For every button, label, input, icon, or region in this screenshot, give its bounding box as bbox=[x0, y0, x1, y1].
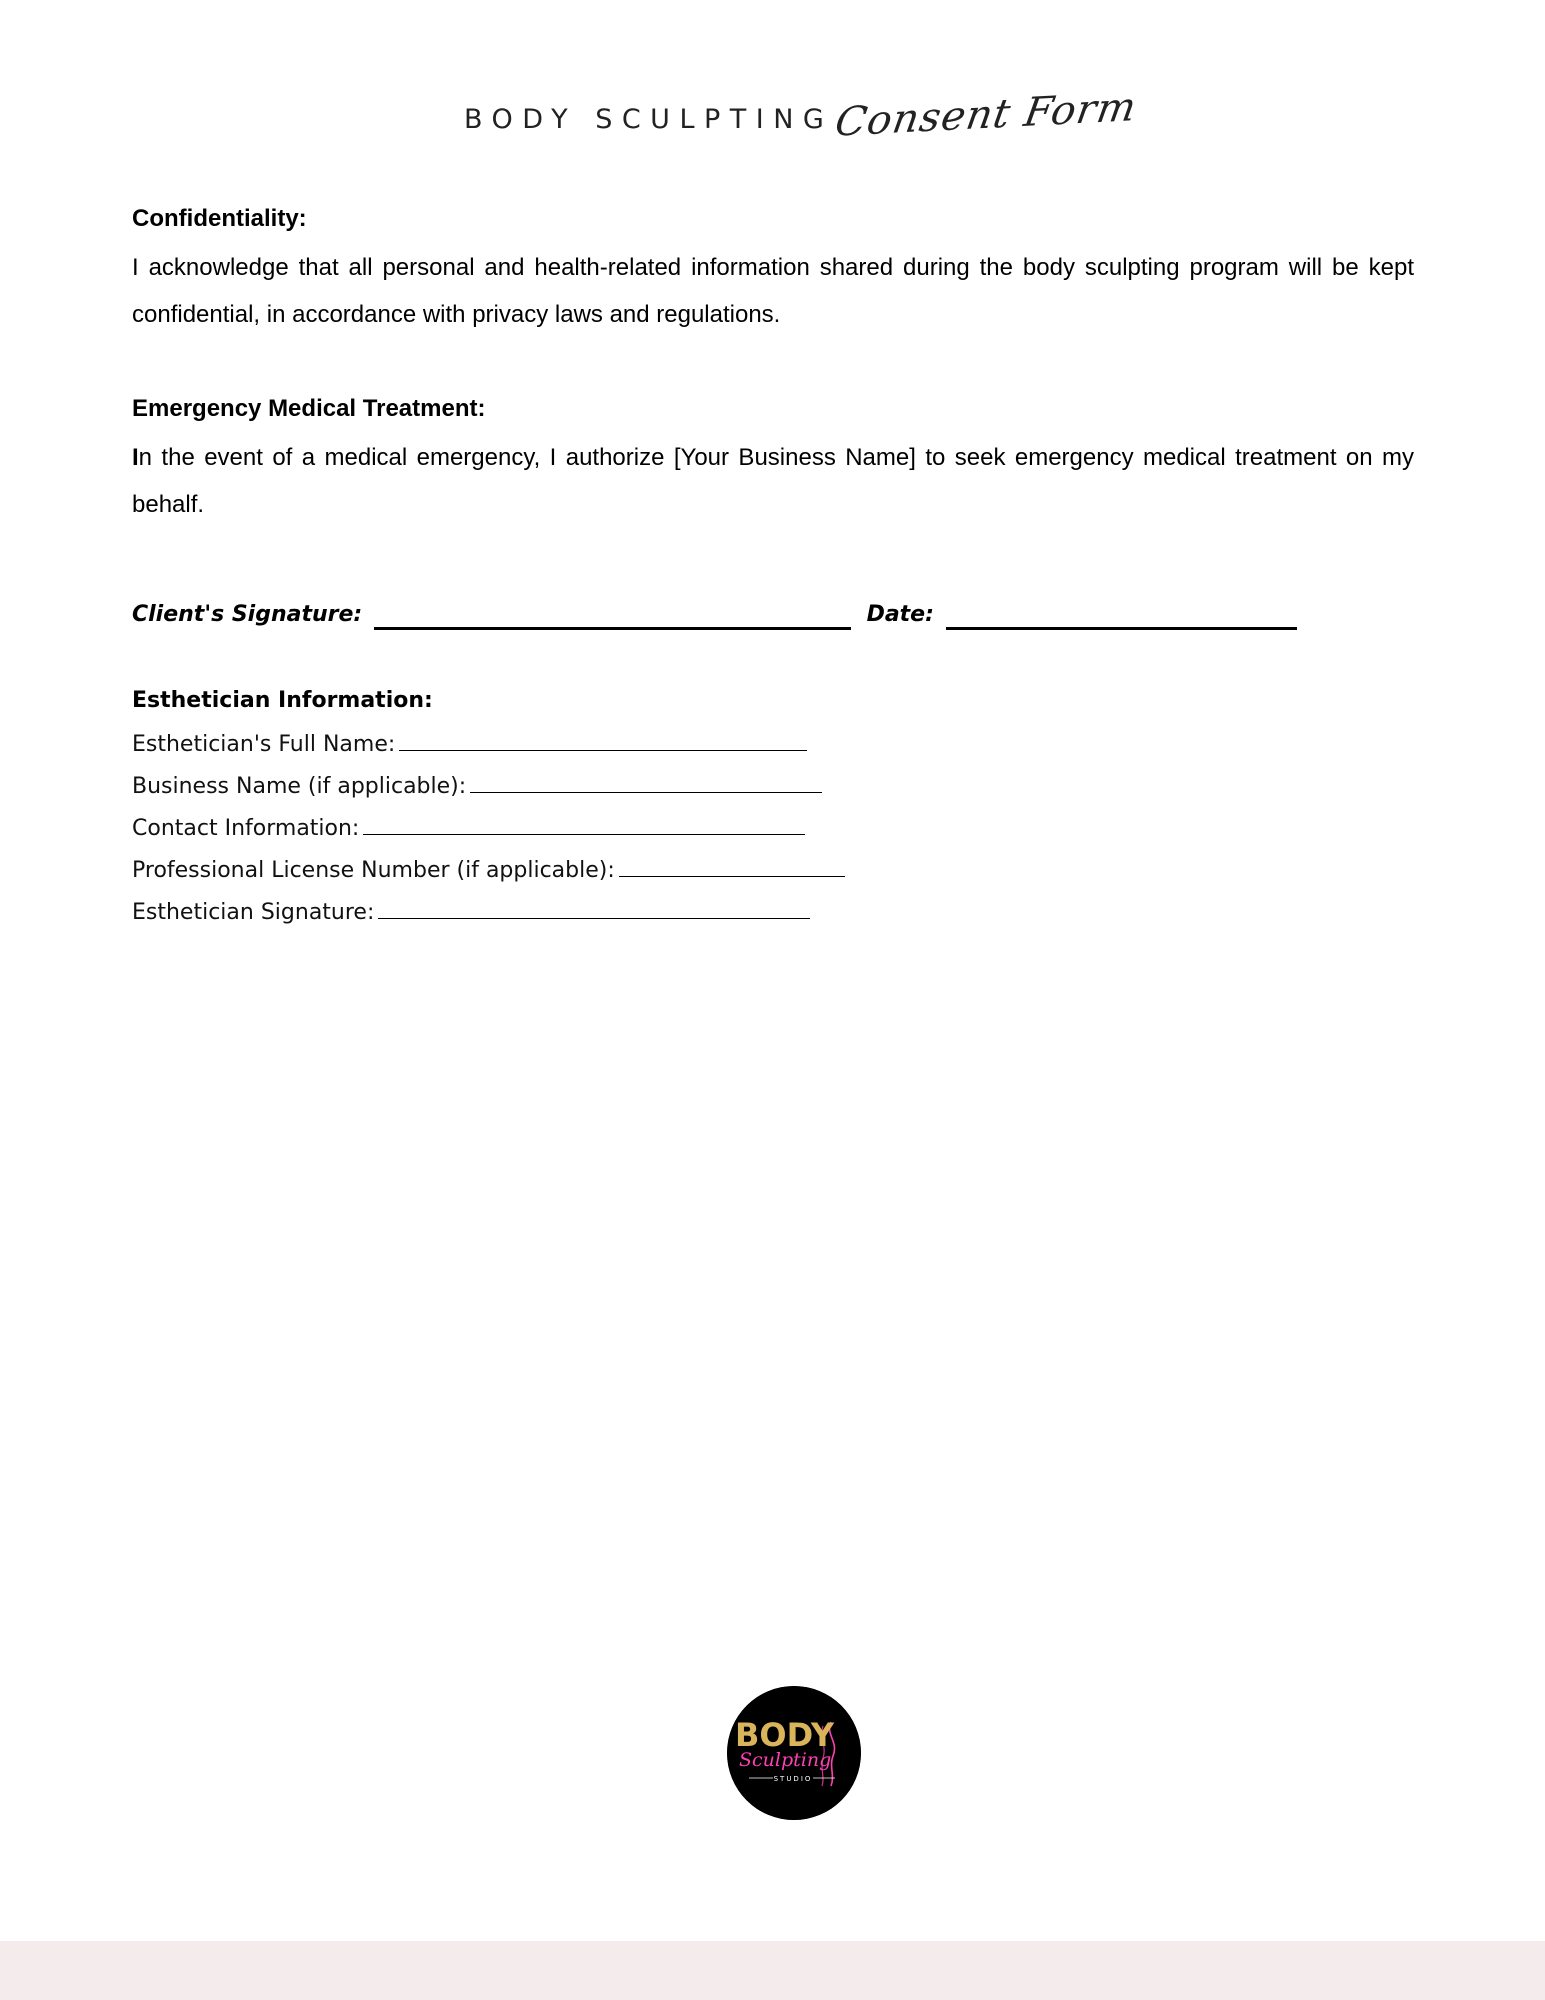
client-signature-label: Client's Signature: bbox=[132, 602, 363, 627]
studio-logo bbox=[727, 1686, 861, 1820]
business-name-label: Business Name (if applicable): bbox=[132, 774, 467, 799]
esthetician-signature-row bbox=[132, 892, 845, 934]
logo-text-sculpting: Sculpting bbox=[739, 1749, 832, 1771]
esthetician-signature-label: Esthetician Signature: bbox=[132, 900, 375, 925]
esthetician-full-name-field[interactable] bbox=[399, 732, 807, 751]
emergency-body bbox=[132, 434, 1414, 528]
esthetician-title: Esthetician Information: bbox=[132, 688, 433, 713]
emergency-body-rest: n the event of a medical emergency, I authorize [Your Business Name] to seek emergency medical treatment on my behalf. bbox=[132, 444, 1414, 518]
confidentiality-section bbox=[132, 204, 1414, 338]
page-header bbox=[0, 84, 1545, 152]
confidentiality-body: I acknowledge that all personal and health-related information shared during the body sculpting program will be kept confidential, in accordance with privacy laws and regulations. bbox=[132, 254, 1414, 328]
license-number-label: Professional License Number (if applicable): bbox=[132, 858, 615, 883]
emergency-title: Emergency Medical Treatment: bbox=[132, 395, 486, 422]
esthetician-section bbox=[132, 686, 845, 934]
logo-text-studio: STUDIO bbox=[773, 1775, 813, 1783]
license-number-field[interactable] bbox=[619, 858, 845, 877]
business-name-field[interactable] bbox=[470, 774, 822, 793]
contact-information-row bbox=[132, 808, 845, 850]
studio-logo-graphic bbox=[727, 1686, 861, 1820]
license-number-row bbox=[132, 850, 845, 892]
confidentiality-title: Confidentiality: bbox=[132, 205, 307, 232]
emergency-section bbox=[132, 394, 1414, 528]
business-name-row bbox=[132, 766, 845, 808]
contact-information-field[interactable] bbox=[363, 816, 805, 835]
header-title-main: BODY SCULPTING bbox=[464, 104, 834, 135]
date-label: Date: bbox=[866, 602, 934, 627]
esthetician-full-name-row bbox=[132, 724, 845, 766]
esthetician-signature-field[interactable] bbox=[378, 900, 810, 919]
date-field[interactable] bbox=[946, 605, 1297, 630]
client-signature-row bbox=[132, 600, 1305, 630]
contact-information-label: Contact Information: bbox=[132, 816, 360, 841]
logo-text-body: BODY bbox=[735, 1716, 834, 1754]
esthetician-full-name-label: Esthetician's Full Name: bbox=[132, 732, 396, 757]
client-signature-field[interactable] bbox=[374, 605, 851, 630]
header-title-script: Consent Form bbox=[831, 84, 1141, 146]
emergency-body-lead: I bbox=[132, 444, 139, 471]
footer-band bbox=[0, 1941, 1545, 2000]
